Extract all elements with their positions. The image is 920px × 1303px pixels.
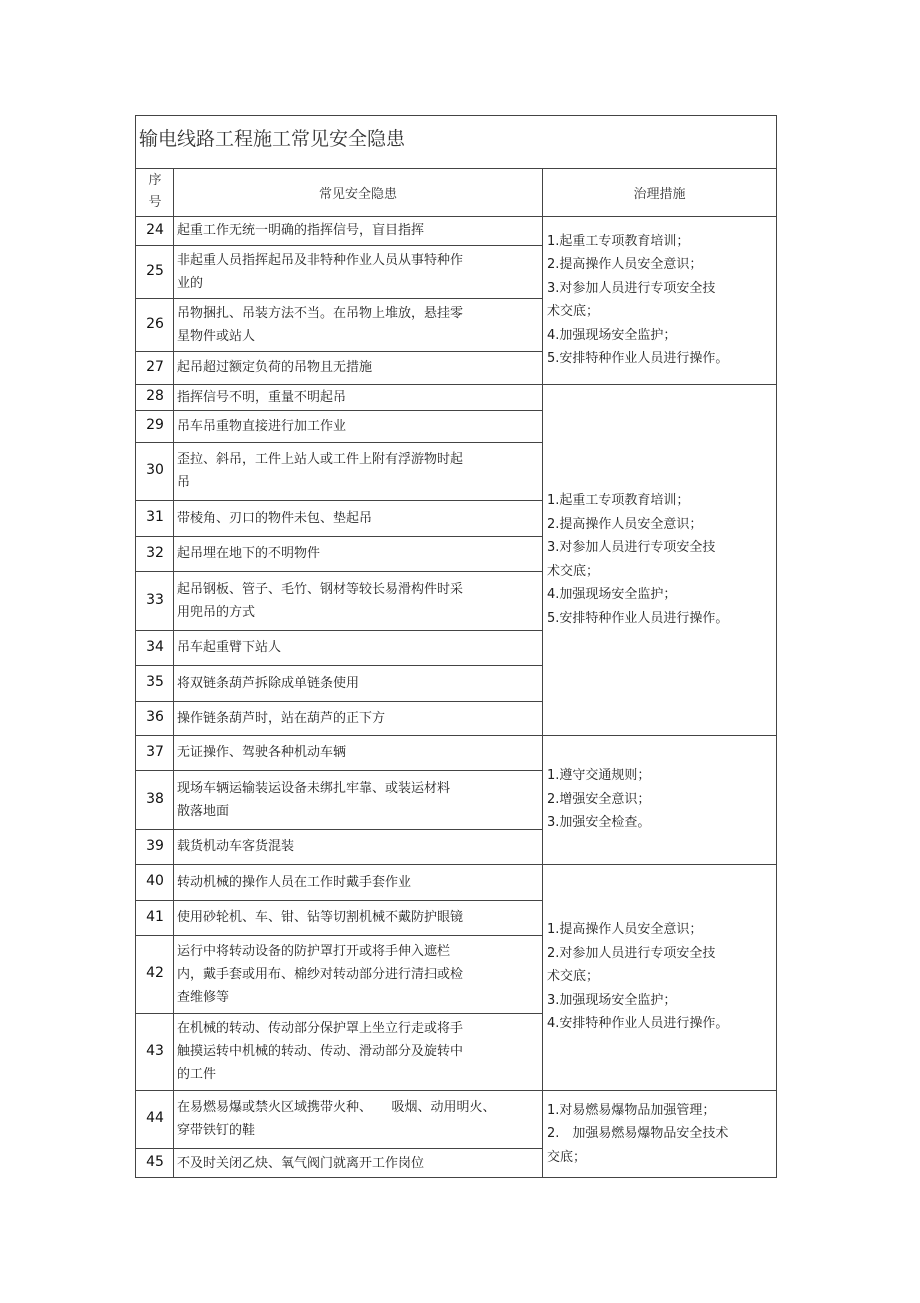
hazard-text: 吊车起重臂下站人 [177, 640, 282, 655]
hazard-text: 现场车辆运输装运设备未绑扎牢靠、或装运材料 [177, 780, 451, 796]
hazard-text: 穿带铁钉的鞋 [177, 1123, 256, 1138]
measure-text: 1.提高操作人员安全意识； [547, 922, 703, 938]
measure-text: 1.起重工专项教育培训； [547, 233, 690, 249]
row-number: 37 [146, 743, 164, 760]
row-divider [135, 829, 542, 830]
header-seq-char2: 号 [148, 195, 162, 210]
hazard-text: 使用砂轮机、车、钳、钻等切割机械不戴防护眼镜 [177, 910, 464, 925]
measure-text: 3.加强现场安全监护； [547, 992, 677, 1008]
hazard-text: 不及时关闭乙炔、氧气阀门就离开工作岗位 [177, 1155, 425, 1171]
hazard-text: 指挥信号不明，重量不明起吊 [177, 389, 347, 405]
hazard-text: 歪拉、斜吊，工件上站人或工件上附有浮游物时起 [177, 452, 464, 467]
row-number: 39 [146, 837, 164, 854]
hazard-text: 在易燃易爆或禁火区域携带火种、 吸烟、动用明火、 [177, 1100, 496, 1115]
row-number: 38 [146, 790, 164, 807]
measure-text: 5.安排特种作业人员进行操作。 [547, 351, 729, 366]
row-divider [135, 935, 542, 936]
measure-text: 2.提高操作人员安全意识； [547, 516, 703, 532]
measure-text: 3.加强安全检查。 [547, 815, 651, 831]
hazard-text: 星物件或站人 [177, 328, 256, 344]
hazard-text: 吊 [177, 475, 191, 490]
row-number: 32 [146, 544, 164, 561]
measure-text: 2. 加强易燃易爆物品安全技术 [547, 1126, 729, 1142]
hazard-text: 内，戴手套或用布、棉纱对转动部分进行清扫或检 [177, 966, 464, 982]
row-number: 40 [146, 873, 164, 889]
row-divider [135, 1148, 542, 1149]
measure-text: 3.对参加人员进行专项安全技 [547, 280, 716, 296]
row-number: 31 [146, 509, 164, 525]
row-number: 29 [146, 417, 164, 433]
measure-text: 2.提高操作人员安全意识； [547, 257, 703, 272]
measure-text: 术交底； [547, 563, 600, 579]
hazard-text: 带棱角、刃口的物件未包、垫起吊 [177, 510, 373, 526]
row-divider [135, 1013, 542, 1014]
hazard-text: 起重工作无统一明确的指挥信号，盲目指挥 [177, 223, 425, 238]
hazard-text: 的工件 [177, 1067, 217, 1082]
row-number: 36 [146, 709, 164, 725]
hazard-text: 运行中将转动设备的防护罩打开或将手伸入遮栏 [177, 943, 451, 959]
measure-divider [542, 1090, 777, 1091]
hazard-text: 用兜吊的方式 [177, 604, 256, 620]
row-number: 33 [146, 591, 164, 608]
measure-text: 术交底； [547, 969, 600, 985]
row-number: 44 [146, 1110, 164, 1126]
hazard-text: 起吊超过额定负荷的吊物且无措施 [177, 360, 373, 375]
measure-text: 交底； [547, 1149, 587, 1165]
header-measures: 治理措施 [633, 187, 686, 202]
row-number: 43 [146, 1042, 164, 1059]
hazard-text: 查维修等 [177, 989, 230, 1005]
row-divider [135, 536, 542, 537]
column-divider-seq [173, 168, 174, 1178]
row-divider [135, 770, 542, 771]
measure-text: 1.对易燃易爆物品加强管理； [547, 1102, 716, 1118]
measure-text: 2.对参加人员进行专项安全技 [547, 945, 716, 961]
row-divider [135, 351, 542, 352]
header-hazards: 常见安全隐患 [318, 187, 397, 202]
row-divider [135, 500, 542, 501]
hazard-text: 无证操作、驾驶各种机动车辆 [177, 745, 347, 760]
row-divider [135, 571, 542, 572]
column-divider-measures [542, 168, 543, 1178]
hazard-text: 非起重人员指挥起吊及非特种作业人员从事特种作 [177, 252, 464, 268]
measure-text: 3.对参加人员进行专项安全技 [547, 540, 716, 555]
row-divider [135, 665, 542, 666]
row-number: 35 [146, 674, 164, 690]
hazard-text: 操作链条葫芦时，站在葫芦的正下方 [177, 710, 386, 726]
hazard-text: 散落地面 [177, 803, 230, 819]
row-divider [135, 442, 542, 443]
measure-text: 1.起重工专项教育培训； [547, 493, 690, 508]
row-number: 28 [146, 388, 164, 404]
hazard-text: 将双链条葫芦拆除成单链条使用 [177, 675, 360, 691]
row-number: 30 [146, 462, 164, 478]
hazard-text: 业的 [177, 275, 204, 291]
measure-text: 术交底； [547, 304, 600, 319]
row-number: 41 [146, 908, 164, 925]
row-number: 34 [146, 638, 164, 655]
measure-text: 1.遵守交通规则； [547, 768, 651, 784]
measure-text: 2.增强安全意识； [547, 791, 651, 807]
row-divider [135, 900, 542, 901]
row-number: 24 [146, 221, 164, 238]
hazard-text: 转动机械的操作人员在工作时戴手套作业 [177, 874, 412, 890]
row-divider [135, 701, 542, 702]
hazard-text: 触摸运转中机械的转动、传动、滑动部分及旋转中 [177, 1044, 464, 1059]
hazard-text: 起吊钢板、管子、毛竹、钢材等较长易滑构件时采 [177, 581, 464, 597]
header-divider [135, 216, 777, 217]
hazard-text: 吊车吊重物直接进行加工作业 [177, 418, 347, 434]
hazard-text: 起吊埋在地下的不明物件 [177, 546, 321, 561]
row-divider [135, 630, 542, 631]
hazard-text: 载货机动车客货混装 [177, 839, 295, 854]
header-seq [140, 170, 170, 214]
measure-text: 4.安排特种作业人员进行操作。 [547, 1016, 729, 1032]
row-divider [135, 735, 542, 736]
measure-text: 4.加强现场安全监护； [547, 587, 677, 602]
page-title: 输电线路工程施工常见安全隐患 [139, 128, 406, 150]
measure-divider [542, 735, 777, 736]
measure-text: 5.安排特种作业人员进行操作。 [547, 610, 729, 626]
row-number: 42 [146, 965, 164, 981]
row-number: 27 [146, 358, 164, 375]
row-divider [135, 1090, 542, 1091]
row-divider [135, 864, 542, 865]
hazard-text: 吊物捆扎、吊装方法不当。在吊物上堆放，悬挂零 [177, 305, 464, 321]
row-number: 26 [146, 315, 164, 332]
row-number: 25 [146, 262, 164, 279]
measure-divider [542, 864, 777, 865]
measure-text: 4.加强现场安全监护； [547, 327, 677, 343]
header-seq-char1: 序 [148, 173, 162, 188]
row-divider [135, 245, 542, 246]
measure-divider [542, 384, 777, 385]
hazard-text: 在机械的转动、传动部分保护罩上坐立行走或将手 [177, 1021, 464, 1036]
row-number: 45 [146, 1154, 164, 1170]
row-divider [135, 298, 542, 299]
title-divider [135, 168, 777, 169]
row-divider [135, 410, 542, 411]
